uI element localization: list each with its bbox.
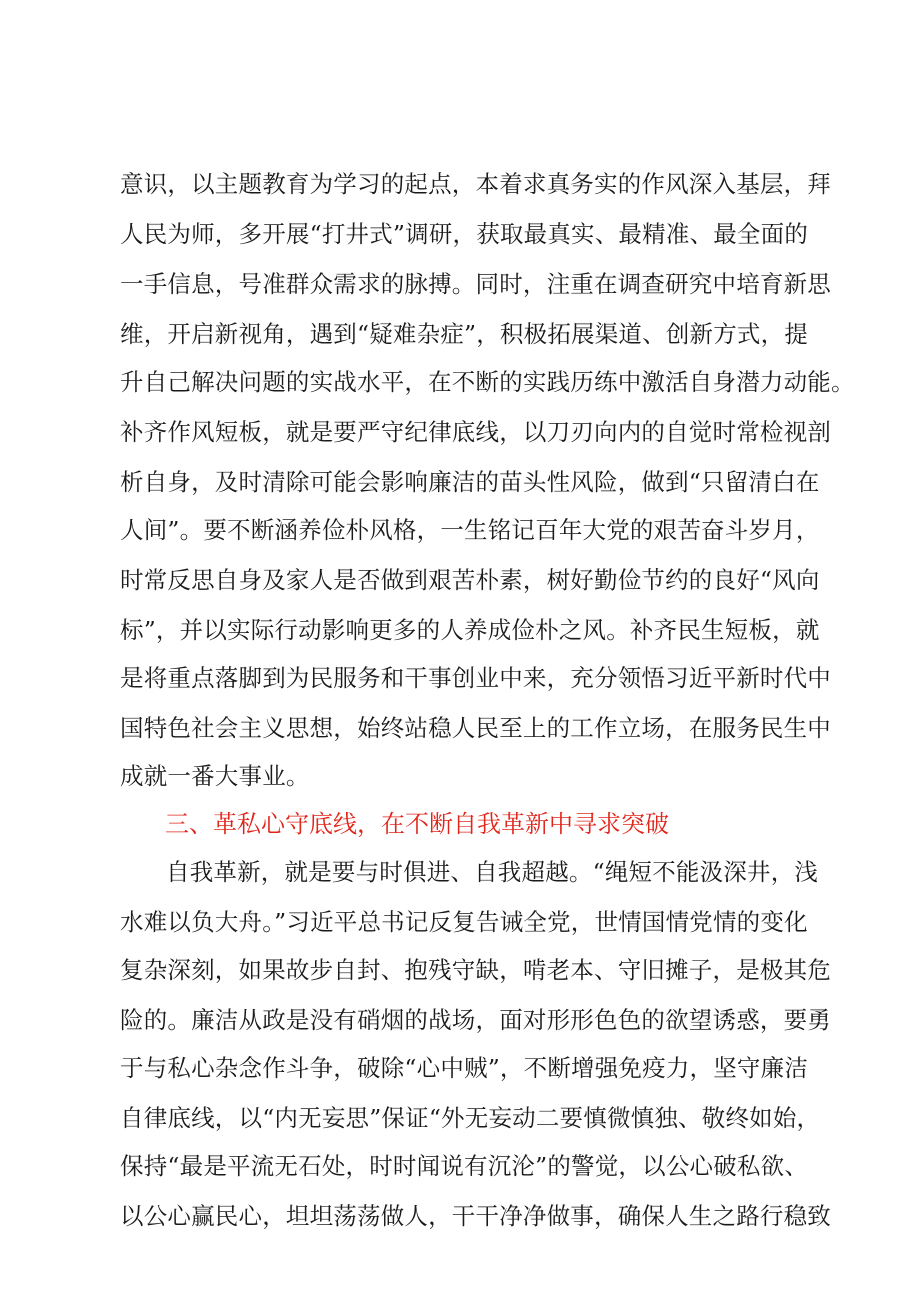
- body-text-line: 是将重点落脚到为民服务和干事创业中来，充分领悟习近平新时代中: [120, 664, 831, 692]
- body-text-line: 补齐作风短板，就是要严守纪律底线，以刀刃向内的自觉时常检视剖: [120, 418, 831, 446]
- body-text-line: 维，开启新视角，遇到“疑难杂症”，积极拓展渠道、创新方式，提: [120, 320, 809, 348]
- body-text-line: 升自己解决问题的实战水平，在不断的实践历练中激活自身潜力动能。: [120, 368, 855, 396]
- body-text-line: 自我革新，就是要与时俱进、自我超越。“绳短不能汲深井，浅: [166, 858, 819, 886]
- body-text-line: 人民为师，多开展“打井式”调研，获取最真实、最精准、最全面的: [120, 220, 809, 248]
- body-text-line: 自律底线，以“内无妄思”保证“外无妄动二要慎微慎独、敬终如始，: [120, 1104, 821, 1132]
- body-text-line: 一手信息，号准群众需求的脉搏。同时，注重在调查研究中培育新思: [120, 270, 831, 298]
- body-text-line: 复杂深刻，如果故步自封、抱残守缺，啃老本、守旧摊子，是极其危: [120, 956, 831, 984]
- body-text-line: 标”，并以实际行动影响更多的人养成俭朴之风。补齐民生短板，就: [120, 616, 820, 644]
- body-text-line: 意识，以主题教育为学习的起点，本着求真务实的作风深入基层，拜: [120, 170, 831, 198]
- body-text-line: 人间”。要不断涵养俭朴风格，一生铭记百年大党的艰苦奋斗岁月，: [120, 516, 820, 544]
- body-text-line: 析自身，及时清除可能会影响廉洁的苗头性风险，做到“只留清白在: [120, 468, 820, 496]
- body-text-line: 于与私心杂念作斗争，破除“心中贼”，不断增强免疫力，坚守廉洁: [120, 1054, 809, 1082]
- section-heading: 三、革私心守底线，在不断自我革新中寻求突破: [165, 810, 669, 838]
- body-text-line: 时常反思自身及家人是否做到艰苦朴素，树好勤俭节约的良好“风向: [120, 566, 820, 594]
- body-text-line: 成就一番大事业。: [120, 762, 310, 790]
- body-text-line: 国特色社会主义思想，始终站稳人民至上的工作立场，在服务民生中: [120, 714, 831, 742]
- body-text-line: 以公心赢民心，坦坦荡荡做人，干干净净做事，确保人生之路行稳致: [120, 1202, 831, 1230]
- body-text-line: 险的。廉洁从政是没有硝烟的战场，面对形形色色的欲望诱惑，要勇: [120, 1006, 831, 1034]
- body-text-line: 保持“最是平流无石处，时时闻说有沉沦”的警觉，以公心破私欲、: [120, 1152, 809, 1180]
- body-text-line: 水难以负大舟。”习近平总书记反复告诫全党，世情国情党情的变化: [120, 908, 808, 936]
